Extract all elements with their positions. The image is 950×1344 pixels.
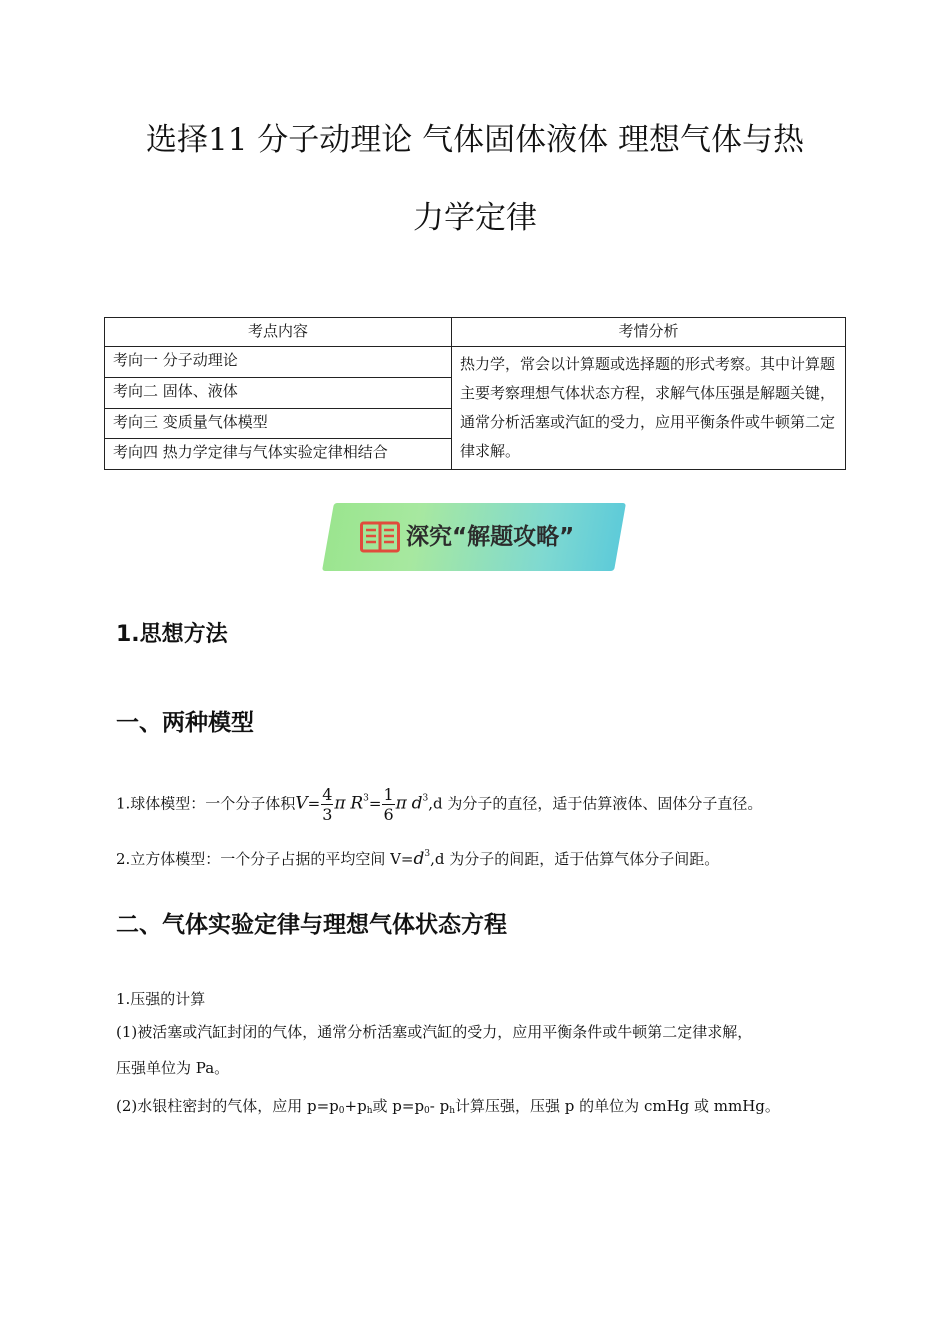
pressure-title: 1.压强的计算 [116, 990, 206, 1008]
document-title-line-1: 选择11 分子动理论 气体固体液体 理想气体与热 [145, 122, 804, 158]
header-analysis: 考情分析 [452, 318, 846, 347]
pi-symbol-1: π [334, 793, 346, 814]
volume-symbol: V [295, 793, 308, 814]
document-title-line-2: 力学定律 [413, 200, 537, 236]
pressure-item-2 [116, 1095, 836, 1122]
exponent-1: 3 [363, 793, 369, 804]
item-2-part-d: - p [429, 1097, 450, 1115]
radius-symbol: R [350, 793, 364, 814]
book-icon [360, 520, 400, 554]
fraction-four-thirds [321, 785, 333, 824]
ball-model-suffix: ,d 为分子的直径，适于估算液体、固体分子直径。 [428, 794, 763, 813]
item-2-part-c: 或 p=p [372, 1097, 425, 1115]
strategy-banner [328, 503, 620, 571]
subscript-h-1: h [366, 1106, 373, 1116]
fraction-denominator: 6 [383, 805, 394, 824]
cube-model-suffix: ,d 为分子的间距，适于估算气体分子间距。 [430, 850, 720, 868]
fraction-numerator: 4 [322, 785, 333, 804]
pressure-item-1-line-1: (1)被活塞或汽缸封闭的气体，通常分析活塞或汽缸的受力，应用平衡条件或牛顿第二定律求解， [116, 1023, 753, 1041]
fraction-numerator: 1 [383, 785, 394, 804]
pressure-item-1-line-2: 压强单位为 Pa。 [116, 1059, 230, 1077]
equals-sign-2: = [368, 794, 382, 813]
fraction-denominator: 3 [322, 805, 333, 824]
equals-sign-1: = [307, 794, 321, 813]
table-header-row [105, 318, 846, 347]
banner-text: 深究“解题攻略” [406, 524, 575, 550]
analysis-cell: 热力学，常会以计算题或选择题的形式考察。其中计算题主要考察理想气体状态方程，求解气体压强是解题关键，通常分析活塞或汽缸的受力，应用平衡条件或牛顿第二定律求解。 [452, 347, 846, 470]
models-heading: 一、两种模型 [116, 710, 254, 736]
exponent-2: 3 [422, 793, 429, 804]
diameter-symbol: d [411, 793, 423, 814]
pi-symbol-2: π [395, 793, 407, 814]
item-2-part-b: +p [344, 1097, 367, 1115]
distance-symbol: d [413, 849, 425, 869]
topic-item-3: 考向三 变质量气体模型 [105, 408, 452, 439]
gas-law-heading: 二、气体实验定律与理想气体状态方程 [116, 912, 507, 938]
fraction-one-sixth [382, 785, 394, 824]
exponent-3: 3 [424, 849, 431, 859]
item-2-part-a: (2)水银柱密封的气体，应用 p=p [116, 1097, 339, 1115]
header-content: 考点内容 [105, 318, 452, 347]
topic-item-1: 考向一 分子动理论 [105, 347, 452, 378]
topic-item-4: 考向四 热力学定律与气体实验定律相结合 [105, 439, 452, 470]
subscript-h-2: h [449, 1106, 456, 1116]
table-row [105, 347, 846, 378]
subscript-zero-1: 0 [338, 1106, 345, 1116]
exam-overview-table [104, 317, 846, 470]
subscript-zero-2: 0 [424, 1106, 430, 1116]
cube-model-prefix: 2.立方体模型：一个分子占据的平均空间 V= [116, 850, 414, 868]
method-heading: 1.思想方法 [116, 622, 228, 647]
ball-model-text [116, 785, 836, 829]
topic-item-2: 考向二 固体、液体 [105, 377, 452, 408]
cube-model-text [116, 843, 836, 870]
ball-model-prefix: 1.球体模型：一个分子体积 [116, 794, 296, 813]
item-2-part-e: 计算压强，压强 p 的单位为 cmHg 或 mmHg。 [455, 1097, 780, 1115]
